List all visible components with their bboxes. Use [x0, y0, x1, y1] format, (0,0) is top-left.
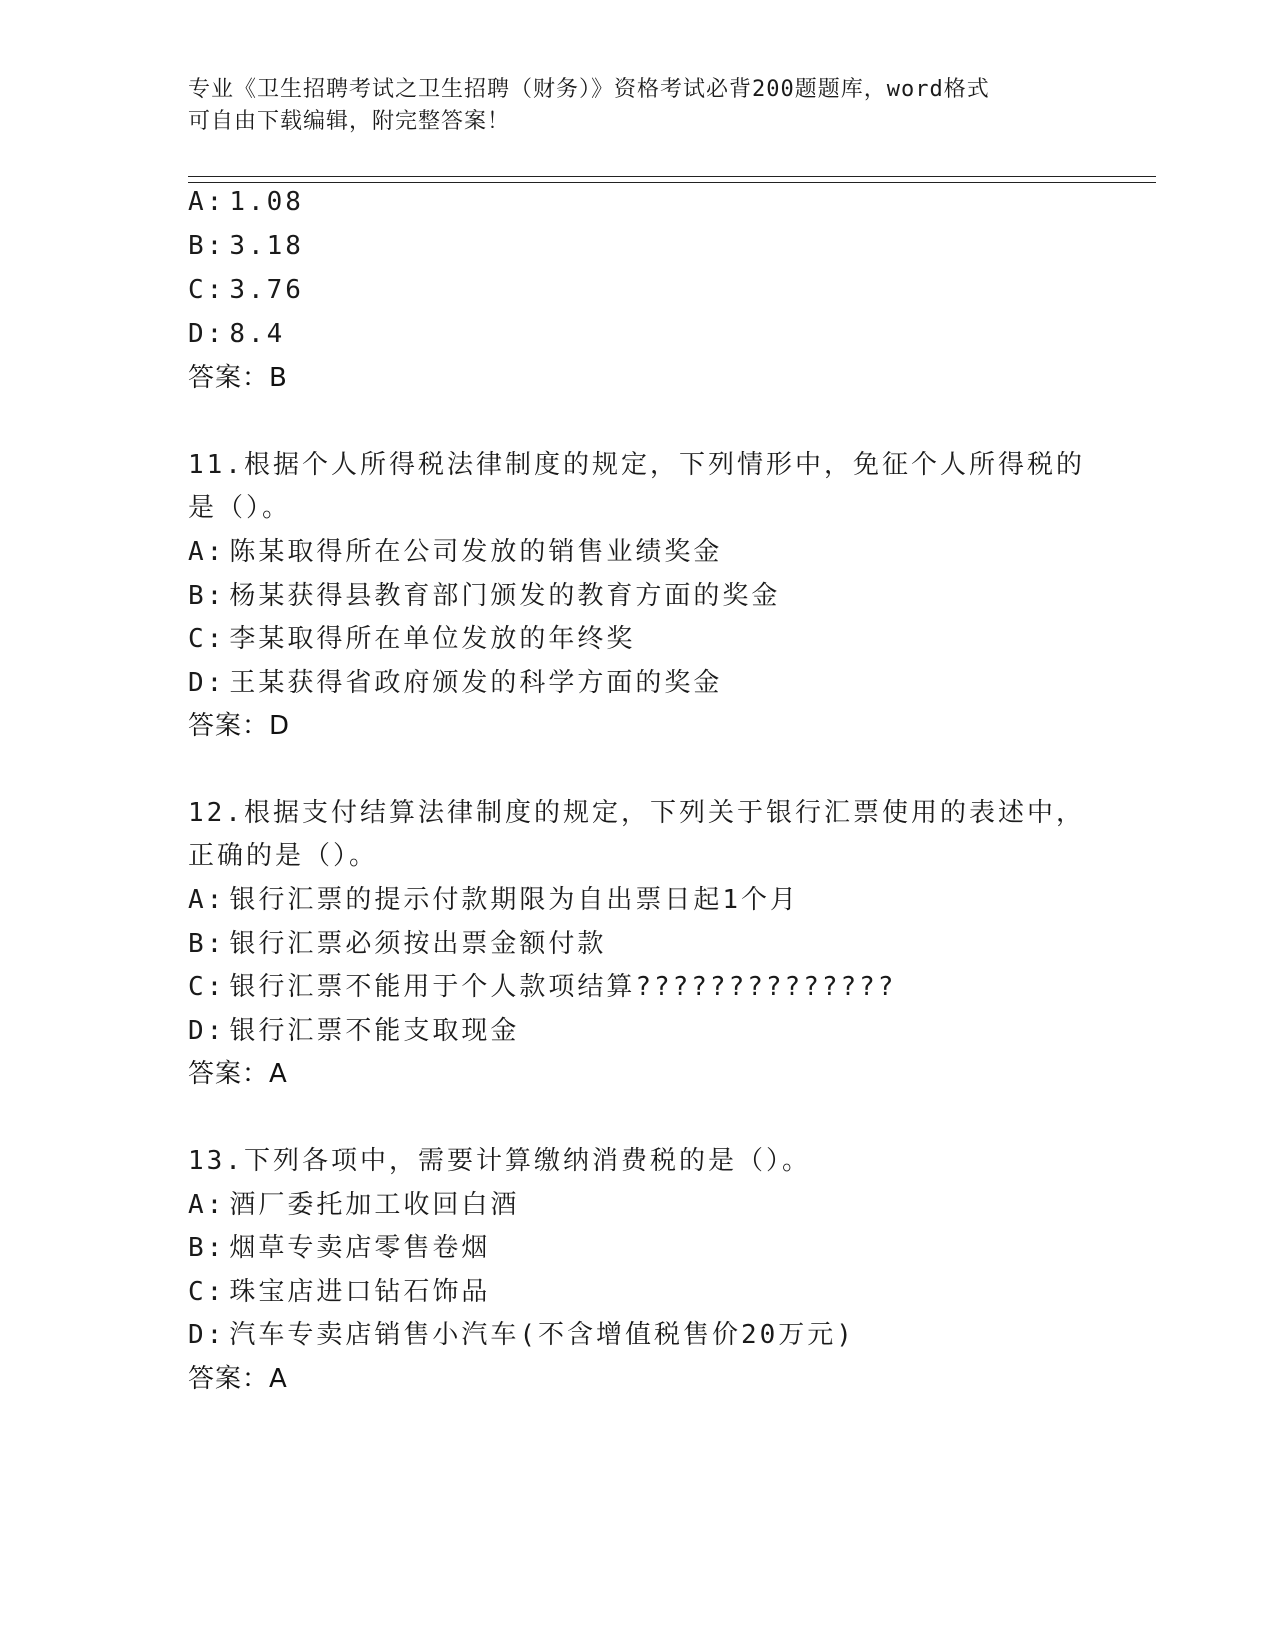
option-text: 烟草专卖店零售卷烟: [229, 1233, 491, 1263]
option-d: [188, 1015, 519, 1047]
option-letter: A:: [188, 1190, 226, 1220]
option-text: 银行汇票不能支取现金: [229, 1016, 520, 1046]
answer-line: 答案：B: [188, 363, 288, 393]
option-letter: B:: [188, 929, 226, 959]
answer-line: 答案：A: [188, 1364, 288, 1394]
option-letter: B:: [188, 231, 226, 261]
option-letter: B:: [188, 1233, 226, 1263]
option-text: 银行汇票必须按出票金额付款: [229, 929, 607, 959]
question-11-text-line-1: 11.根据个人所得税法律制度的规定，下列情形中，免征个人所得税的: [188, 450, 1085, 480]
question-11-text-line-2: 是（）。: [188, 493, 292, 523]
option-text: 王某获得省政府颁发的科学方面的奖金: [229, 668, 723, 698]
option-c: [188, 1276, 490, 1308]
option-text: 银行汇票不能用于个人款项结算??????????????: [229, 972, 897, 1002]
question-12-text-line-1: 12.根据支付结算法律制度的规定，下列关于银行汇票使用的表述中，: [188, 798, 1085, 828]
option-letter: D:: [188, 1320, 226, 1350]
option-text: 杨某获得县教育部门颁发的教育方面的奖金: [229, 581, 781, 611]
header-divider-bottom: [188, 182, 1156, 183]
option-c: [188, 971, 896, 1003]
option-letter: A:: [188, 537, 226, 567]
option-letter: C:: [188, 275, 226, 305]
option-d: [188, 318, 285, 350]
option-text: 银行汇票的提示付款期限为自出票日起1个月: [229, 885, 799, 915]
option-b: [188, 1232, 490, 1264]
document-header: [188, 74, 1068, 138]
question-13-text-line-1: 13.下列各项中，需要计算缴纳消费税的是（）。: [188, 1146, 811, 1176]
header-line-1: 专业《卫生招聘考试之卫生招聘（财务）》资格考试必背200题题库，word格式: [188, 77, 990, 102]
option-letter: C:: [188, 624, 226, 654]
option-text: 1.08: [229, 187, 304, 217]
option-text: 3.76: [229, 275, 304, 305]
option-text: 酒厂委托加工收回白酒: [229, 1190, 520, 1220]
option-letter: D:: [188, 1016, 226, 1046]
option-b: [188, 928, 606, 960]
option-letter: C:: [188, 972, 226, 1002]
option-d: [188, 667, 722, 699]
option-letter: C:: [188, 1277, 226, 1307]
option-text: 陈某取得所在公司发放的销售业绩奖金: [229, 537, 723, 567]
answer-line: 答案：D: [188, 711, 291, 741]
question-12-text-line-2: 正确的是（）。: [188, 841, 379, 871]
option-text: 8.4: [229, 319, 286, 349]
option-letter: B:: [188, 581, 226, 611]
option-letter: D:: [188, 668, 226, 698]
option-a: [188, 186, 304, 218]
option-letter: A:: [188, 885, 226, 915]
option-text: 汽车专卖店销售小汽车(不含增值税售价20万元): [229, 1320, 855, 1350]
option-text: 珠宝店进口钻石饰品: [229, 1277, 491, 1307]
option-d: [188, 1319, 855, 1351]
option-c: [188, 274, 304, 306]
option-b: [188, 580, 780, 612]
option-text: 3.18: [229, 231, 304, 261]
option-a: [188, 536, 722, 568]
option-letter: A:: [188, 187, 226, 217]
option-c: [188, 623, 635, 655]
header-divider-top: [188, 176, 1156, 177]
option-letter: D:: [188, 319, 226, 349]
option-b: [188, 230, 304, 262]
answer-line: 答案：A: [188, 1059, 288, 1089]
option-a: [188, 884, 799, 916]
header-line-2: 可自由下载编辑，附完整答案！: [188, 109, 511, 134]
option-text: 李某取得所在单位发放的年终奖: [229, 624, 636, 654]
option-a: [188, 1189, 519, 1221]
